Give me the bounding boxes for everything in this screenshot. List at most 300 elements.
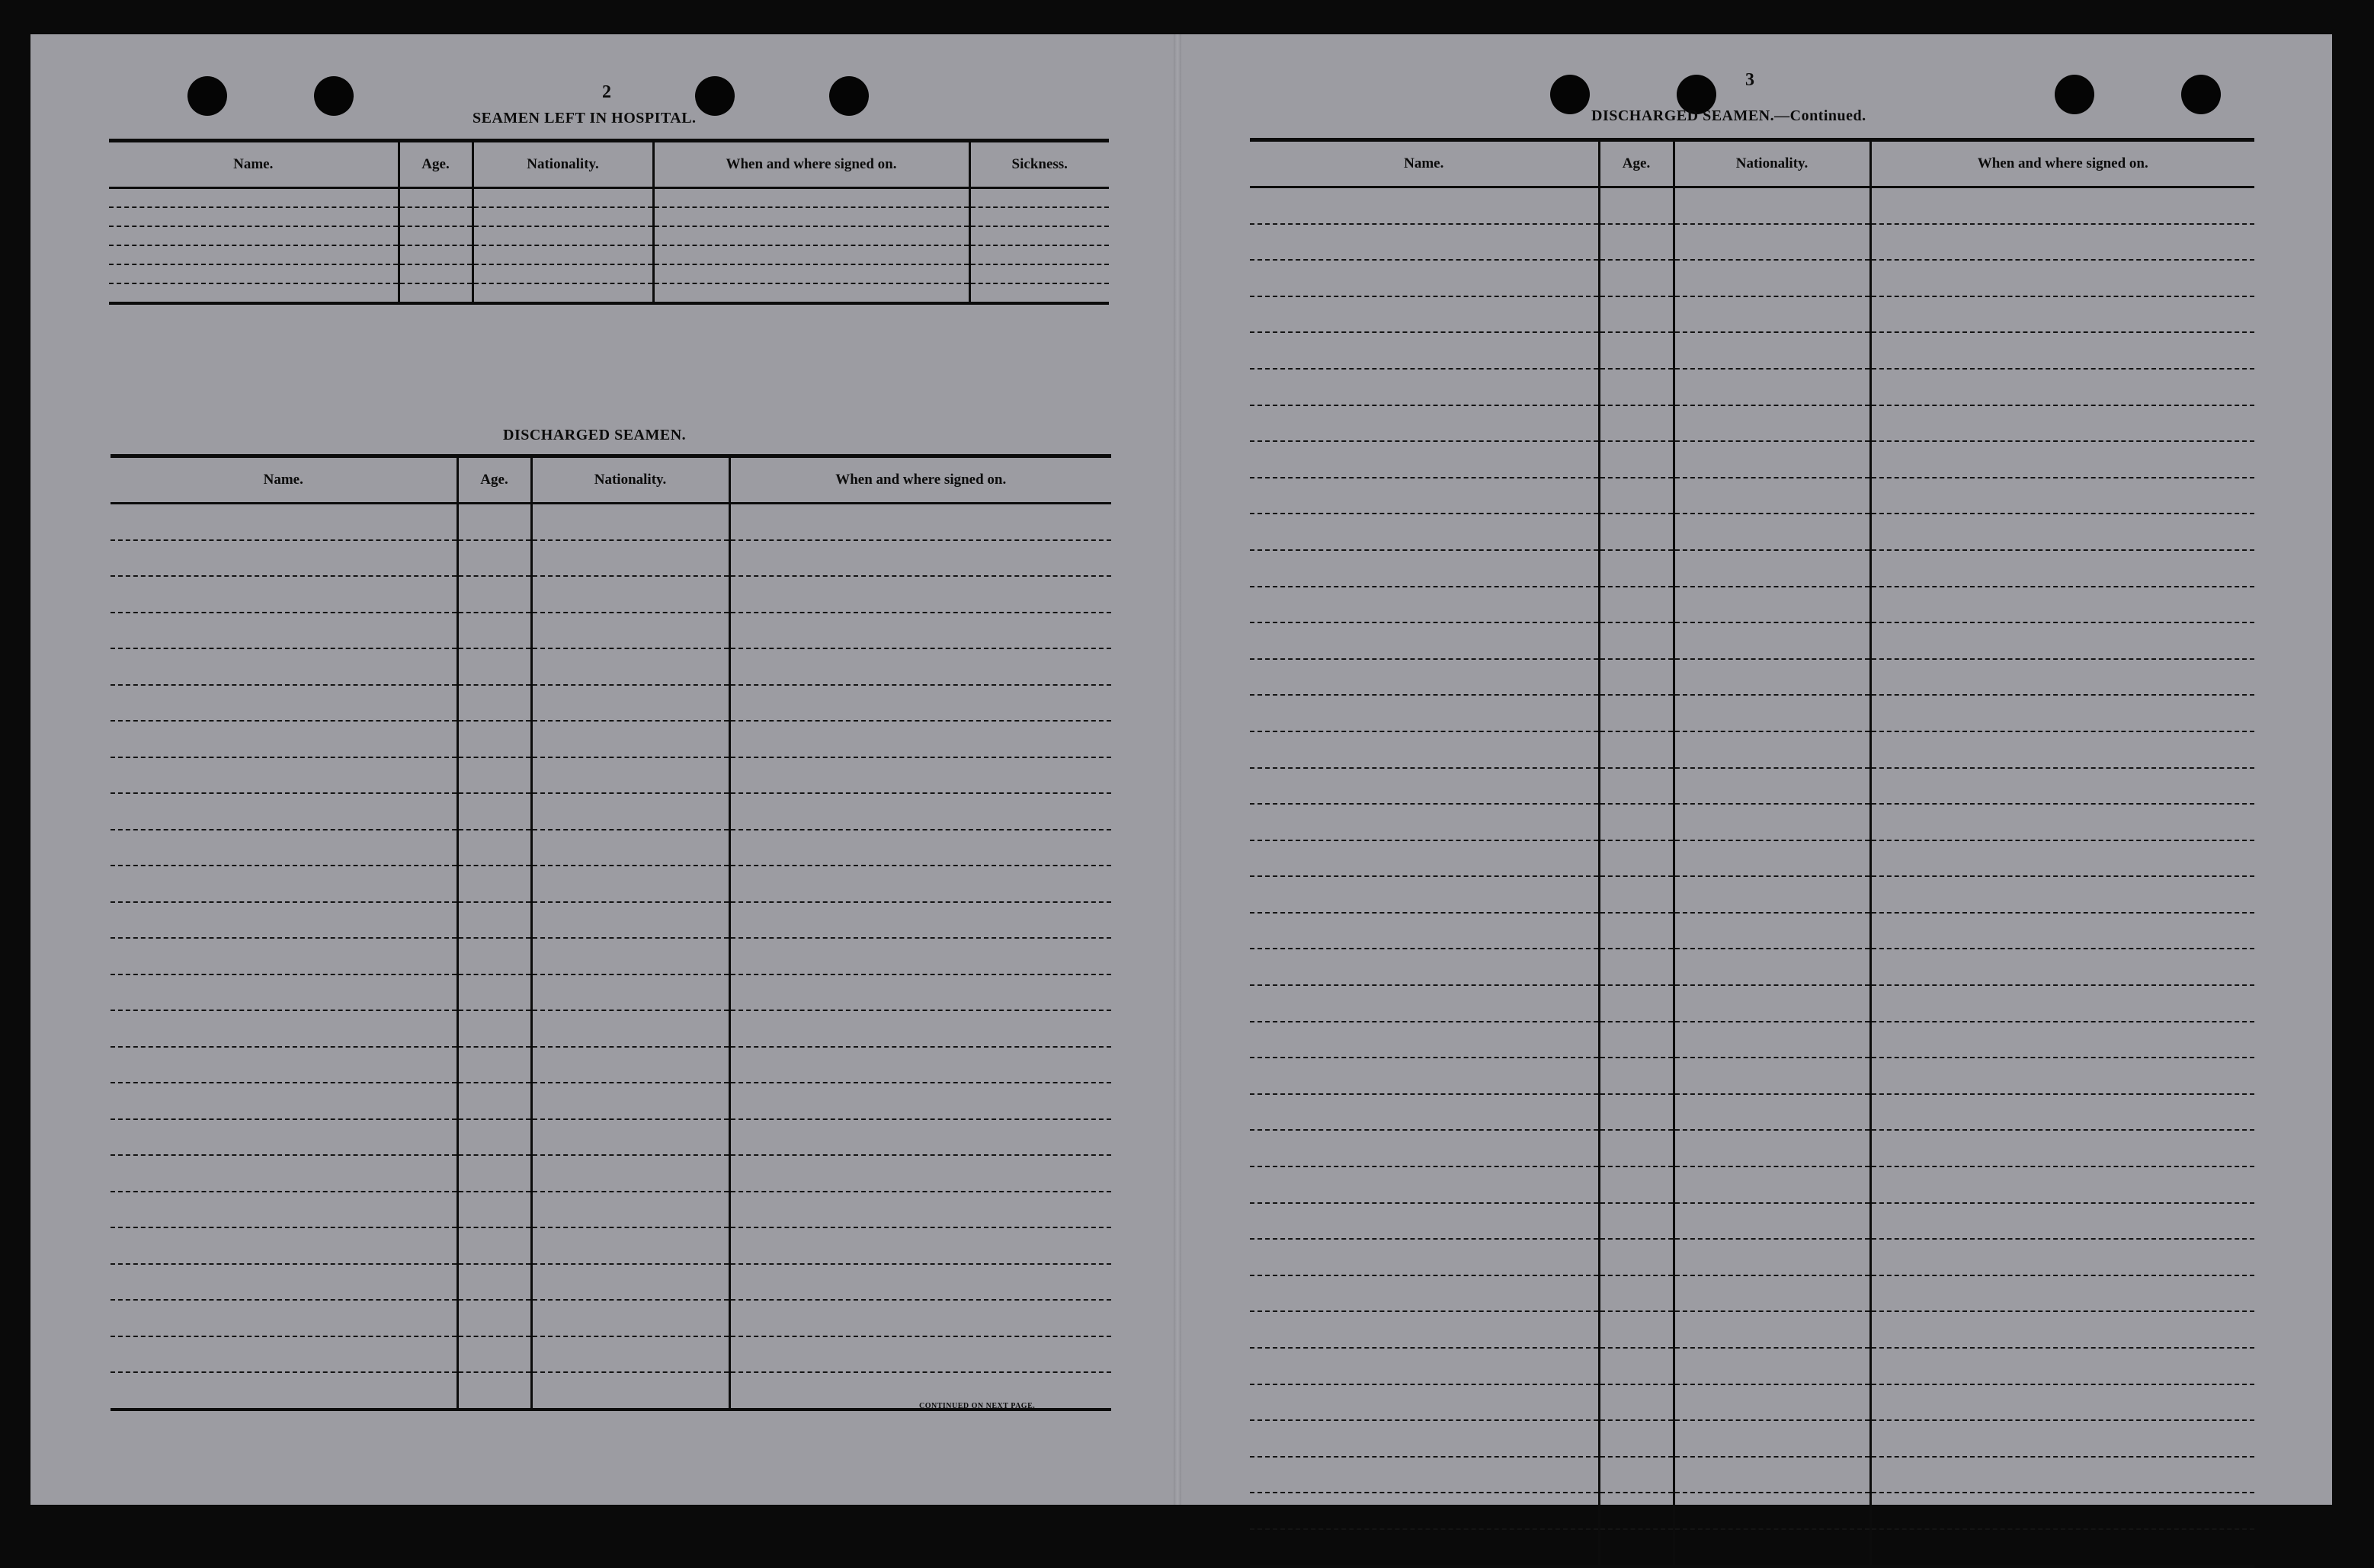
table-cell (531, 613, 729, 649)
table-row (111, 685, 1111, 722)
table-row (1250, 622, 2254, 659)
hospital-table (109, 139, 1109, 305)
table-cell (399, 226, 473, 245)
table-row (1250, 659, 2254, 696)
table-cell (111, 1119, 457, 1156)
table-cell (1599, 876, 1674, 913)
table-row (111, 1336, 1111, 1373)
table-cell (1250, 1094, 1599, 1131)
table-cell (399, 245, 473, 264)
table-row (1250, 1130, 2254, 1166)
table-cell (1674, 876, 1870, 913)
table-cell (1599, 1022, 1674, 1058)
table-cell (1674, 1203, 1870, 1240)
discharged-section-title: DISCHARGED SEAMEN. (503, 427, 687, 443)
table-cell (1250, 913, 1599, 949)
hospital-table-header (109, 141, 1109, 188)
table-cell (1599, 768, 1674, 805)
table-cell (1870, 1493, 2254, 1529)
punch-hole (314, 76, 354, 116)
table-cell (1250, 622, 1599, 659)
table-cell (399, 283, 473, 303)
table-cell (1674, 441, 1870, 478)
table-cell (531, 902, 729, 939)
table-cell (531, 540, 729, 577)
table-cell (1599, 478, 1674, 514)
punch-hole (829, 76, 869, 116)
table-cell (111, 685, 457, 722)
table-cell (1599, 405, 1674, 442)
table-row (111, 1047, 1111, 1083)
table-row (111, 1300, 1111, 1336)
table-cell (729, 648, 1111, 685)
table-row (1250, 1275, 2254, 1312)
table-row (1250, 1457, 2254, 1493)
table-cell (1674, 1094, 1870, 1131)
table-cell (1599, 1348, 1674, 1384)
table-cell (729, 938, 1111, 974)
column-header-signed-on: When and where signed on. (1870, 140, 2254, 187)
table-cell (111, 1372, 457, 1410)
table-cell (1674, 1311, 1870, 1348)
table-cell (969, 188, 1109, 208)
table-cell (473, 188, 653, 208)
table-cell (457, 830, 531, 866)
table-cell (1870, 1529, 2254, 1566)
table-cell (1599, 441, 1674, 478)
table-cell (531, 793, 729, 830)
table-cell (1674, 1384, 1870, 1421)
table-cell (1599, 1130, 1674, 1166)
table-cell (1674, 913, 1870, 949)
continued-note: CONTINUED ON NEXT PAGE. (919, 1402, 1036, 1410)
table-row (111, 504, 1111, 540)
table-cell (1599, 1058, 1674, 1094)
table-cell (531, 504, 729, 540)
table-row (111, 576, 1111, 613)
table-cell (457, 648, 531, 685)
table-cell (1674, 1058, 1870, 1094)
table-cell (473, 264, 653, 283)
table-cell (653, 283, 969, 303)
table-cell (729, 1300, 1111, 1336)
column-header-age: Age. (399, 141, 473, 188)
table-cell (1599, 985, 1674, 1022)
table-cell (1674, 587, 1870, 623)
table-row (111, 793, 1111, 830)
table-row (1250, 405, 2254, 442)
table-cell (1599, 1420, 1674, 1457)
table-cell (111, 974, 457, 1011)
table-cell (111, 1010, 457, 1047)
table-row (111, 866, 1111, 902)
table-row (1250, 1239, 2254, 1275)
column-header-name: Name. (109, 141, 399, 188)
table-cell (1674, 478, 1870, 514)
table-cell (1870, 985, 2254, 1022)
table-cell (531, 757, 729, 794)
table-cell (969, 283, 1109, 303)
table-cell (1599, 1384, 1674, 1421)
table-cell (1599, 332, 1674, 369)
table-cell (969, 245, 1109, 264)
table-cell (1870, 659, 2254, 696)
table-row (1250, 1529, 2254, 1566)
table-cell (457, 866, 531, 902)
table-cell (457, 504, 531, 540)
page-number-left: 2 (602, 82, 611, 102)
table-row (109, 207, 1109, 226)
table-cell (1870, 1130, 2254, 1166)
table-row (111, 830, 1111, 866)
table-cell (729, 793, 1111, 830)
table-row (111, 1264, 1111, 1301)
table-cell (729, 1227, 1111, 1264)
table-cell (1674, 695, 1870, 731)
table-cell (457, 1047, 531, 1083)
table-cell (1870, 1203, 2254, 1240)
table-cell (1599, 731, 1674, 768)
table-cell (969, 264, 1109, 283)
table-cell (729, 685, 1111, 722)
table-cell (1250, 1348, 1599, 1384)
table-cell (1870, 1058, 2254, 1094)
table-cell (457, 540, 531, 577)
table-row (109, 188, 1109, 208)
table-cell (1870, 441, 2254, 478)
table-cell (457, 1227, 531, 1264)
table-cell (109, 283, 399, 303)
table-cell (729, 830, 1111, 866)
table-cell (1250, 514, 1599, 550)
table-cell (109, 207, 399, 226)
table-cell (1250, 1311, 1599, 1348)
column-header-signed-on: When and where signed on. (653, 141, 969, 188)
table-cell (457, 1083, 531, 1119)
table-cell (531, 1372, 729, 1410)
table-cell (1870, 1420, 2254, 1457)
hospital-table-body (109, 188, 1109, 304)
table-cell (1674, 840, 1870, 877)
table-cell (729, 757, 1111, 794)
table-cell (1599, 1493, 1674, 1529)
table-row (1250, 804, 2254, 840)
table-cell (399, 207, 473, 226)
table-cell (473, 283, 653, 303)
table-row (109, 264, 1109, 283)
table-cell (1599, 1203, 1674, 1240)
table-row (111, 1119, 1111, 1156)
table-row (1250, 587, 2254, 623)
table-cell (457, 1119, 531, 1156)
table-cell (457, 974, 531, 1011)
table-cell (1250, 659, 1599, 696)
column-header-nationality: Nationality. (531, 456, 729, 504)
punch-hole (2055, 75, 2094, 114)
table-row (111, 974, 1111, 1011)
table-cell (1599, 913, 1674, 949)
table-cell (1674, 768, 1870, 805)
table-cell (1599, 550, 1674, 587)
table-cell (1599, 949, 1674, 985)
table-cell (1599, 1275, 1674, 1312)
table-cell (111, 613, 457, 649)
table-row (1250, 441, 2254, 478)
table-cell (1870, 1275, 2254, 1312)
table-row (1250, 369, 2254, 405)
table-cell (1599, 514, 1674, 550)
table-row (109, 226, 1109, 245)
table-cell (531, 1227, 729, 1264)
table-cell (1870, 1348, 2254, 1384)
table-cell (457, 721, 531, 757)
table-cell (111, 938, 457, 974)
table-cell (111, 830, 457, 866)
table-cell (1599, 804, 1674, 840)
table-cell (1870, 840, 2254, 877)
table-cell (1674, 1022, 1870, 1058)
table-cell (111, 902, 457, 939)
table-cell (457, 757, 531, 794)
table-cell (473, 245, 653, 264)
table-row (1250, 260, 2254, 296)
table-cell (1674, 804, 1870, 840)
column-header-signed-on: When and where signed on. (729, 456, 1111, 504)
table-cell (729, 540, 1111, 577)
table-cell (111, 1264, 457, 1301)
table-cell (457, 1300, 531, 1336)
table-cell (1250, 1457, 1599, 1493)
table-cell (653, 207, 969, 226)
table-cell (531, 866, 729, 902)
table-cell (1674, 187, 1870, 224)
table-row (111, 613, 1111, 649)
table-cell (653, 188, 969, 208)
table-cell (1870, 224, 2254, 261)
table-cell (729, 974, 1111, 1011)
table-cell (1870, 1166, 2254, 1203)
table-cell (1870, 478, 2254, 514)
table-cell (1674, 949, 1870, 985)
table-cell (1250, 478, 1599, 514)
table-cell (1250, 1529, 1599, 1566)
table-cell (1599, 187, 1674, 224)
table-cell (1250, 1384, 1599, 1421)
table-row (1250, 1311, 2254, 1348)
table-cell (111, 504, 457, 540)
table-cell (1870, 876, 2254, 913)
table-cell (1870, 332, 2254, 369)
table-cell (1674, 1275, 1870, 1312)
table-cell (1250, 405, 1599, 442)
table-row (111, 648, 1111, 685)
table-row (1250, 224, 2254, 261)
table-cell (1599, 1239, 1674, 1275)
table-cell (1250, 768, 1599, 805)
table-cell (729, 613, 1111, 649)
table-cell (457, 793, 531, 830)
table-cell (111, 793, 457, 830)
table-cell (1250, 876, 1599, 913)
table-row (1250, 1022, 2254, 1058)
table-cell (1250, 187, 1599, 224)
table-cell (1674, 1493, 1870, 1529)
table-row (1250, 1348, 2254, 1384)
table-cell (1674, 332, 1870, 369)
table-row (1250, 1384, 2254, 1421)
table-cell (1674, 731, 1870, 768)
table-cell (729, 721, 1111, 757)
table-cell (1674, 369, 1870, 405)
table-cell (1250, 260, 1599, 296)
table-cell (1870, 550, 2254, 587)
table-cell (109, 245, 399, 264)
table-row (111, 938, 1111, 974)
table-row (1250, 768, 2254, 805)
table-cell (653, 245, 969, 264)
table-cell (531, 685, 729, 722)
table-cell (1674, 514, 1870, 550)
page-number-right: 3 (1745, 70, 1754, 90)
table-cell (111, 757, 457, 794)
table-cell (1250, 369, 1599, 405)
table-cell (1870, 296, 2254, 333)
table-cell (111, 1336, 457, 1373)
table-cell (531, 1010, 729, 1047)
center-fold (1174, 34, 1181, 1505)
table-cell (653, 264, 969, 283)
table-row (111, 540, 1111, 577)
table-cell (729, 504, 1111, 540)
table-cell (969, 207, 1109, 226)
table-cell (531, 938, 729, 974)
discharged-continued-header (1250, 140, 2254, 187)
table-cell (1250, 1166, 1599, 1203)
table-cell (1674, 1166, 1870, 1203)
table-cell (1674, 985, 1870, 1022)
column-header-nationality: Nationality. (473, 141, 653, 188)
table-cell (531, 1264, 729, 1301)
table-row (111, 1010, 1111, 1047)
table-cell (729, 1336, 1111, 1373)
table-cell (531, 974, 729, 1011)
column-header-name: Name. (111, 456, 457, 504)
table-cell (399, 188, 473, 208)
table-cell (1870, 1239, 2254, 1275)
table-cell (1870, 949, 2254, 985)
table-row (111, 1192, 1111, 1228)
table-cell (729, 1264, 1111, 1301)
table-row (1250, 985, 2254, 1022)
table-cell (1250, 1239, 1599, 1275)
table-row (1250, 695, 2254, 731)
table-cell (531, 1083, 729, 1119)
table-row (111, 1227, 1111, 1264)
table-cell (729, 1010, 1111, 1047)
table-cell (1674, 260, 1870, 296)
table-cell (729, 1083, 1111, 1119)
table-cell (111, 866, 457, 902)
table-row (1250, 876, 2254, 913)
table-cell (1674, 224, 1870, 261)
table-cell (1870, 369, 2254, 405)
table-cell (473, 207, 653, 226)
table-cell (457, 1155, 531, 1192)
table-cell (1870, 804, 2254, 840)
table-row (1250, 550, 2254, 587)
table-cell (1250, 1130, 1599, 1166)
table-cell (1870, 913, 2254, 949)
table-cell (1599, 224, 1674, 261)
table-cell (1674, 622, 1870, 659)
table-cell (653, 226, 969, 245)
punch-hole (695, 76, 735, 116)
table-cell (729, 902, 1111, 939)
table-cell (1599, 1311, 1674, 1348)
table-cell (109, 188, 399, 208)
table-row (111, 1083, 1111, 1119)
table-cell (729, 1155, 1111, 1192)
table-cell (1250, 224, 1599, 261)
table-cell (1870, 514, 2254, 550)
table-row (111, 757, 1111, 794)
table-cell (1250, 441, 1599, 478)
table-row (1250, 478, 2254, 514)
table-cell (111, 1155, 457, 1192)
hospital-section-title: SEAMEN LEFT IN HOSPITAL. (473, 110, 697, 126)
column-header-nationality: Nationality. (1674, 140, 1870, 187)
table-cell (1674, 1130, 1870, 1166)
table-row (1250, 913, 2254, 949)
table-cell (1250, 550, 1599, 587)
table-cell (111, 576, 457, 613)
column-header-age: Age. (1599, 140, 1674, 187)
table-cell (1599, 1094, 1674, 1131)
discharged-table-header (111, 456, 1111, 504)
table-cell (1870, 187, 2254, 224)
table-cell (457, 1372, 531, 1410)
table-cell (729, 1192, 1111, 1228)
table-cell (729, 1119, 1111, 1156)
table-cell (1674, 1420, 1870, 1457)
table-cell (1674, 550, 1870, 587)
table-row (1250, 1493, 2254, 1529)
punch-hole (1550, 75, 1590, 114)
table-cell (531, 830, 729, 866)
table-row (111, 902, 1111, 939)
table-cell (531, 1155, 729, 1192)
table-cell (1250, 1058, 1599, 1094)
table-cell (457, 613, 531, 649)
table-row (1250, 1094, 2254, 1131)
table-cell (111, 1227, 457, 1264)
table-cell (1599, 1529, 1674, 1566)
table-row (111, 1155, 1111, 1192)
table-cell (1870, 260, 2254, 296)
table-cell (1674, 659, 1870, 696)
table-row (1250, 187, 2254, 224)
table-cell (1250, 332, 1599, 369)
table-row (109, 245, 1109, 264)
table-cell (1674, 1457, 1870, 1493)
table-cell (109, 264, 399, 283)
table-cell (1250, 840, 1599, 877)
table-row (1250, 1058, 2254, 1094)
discharged-continued-table (1250, 138, 2254, 1568)
table-row (1250, 514, 2254, 550)
table-cell (1674, 296, 1870, 333)
table-cell (111, 721, 457, 757)
